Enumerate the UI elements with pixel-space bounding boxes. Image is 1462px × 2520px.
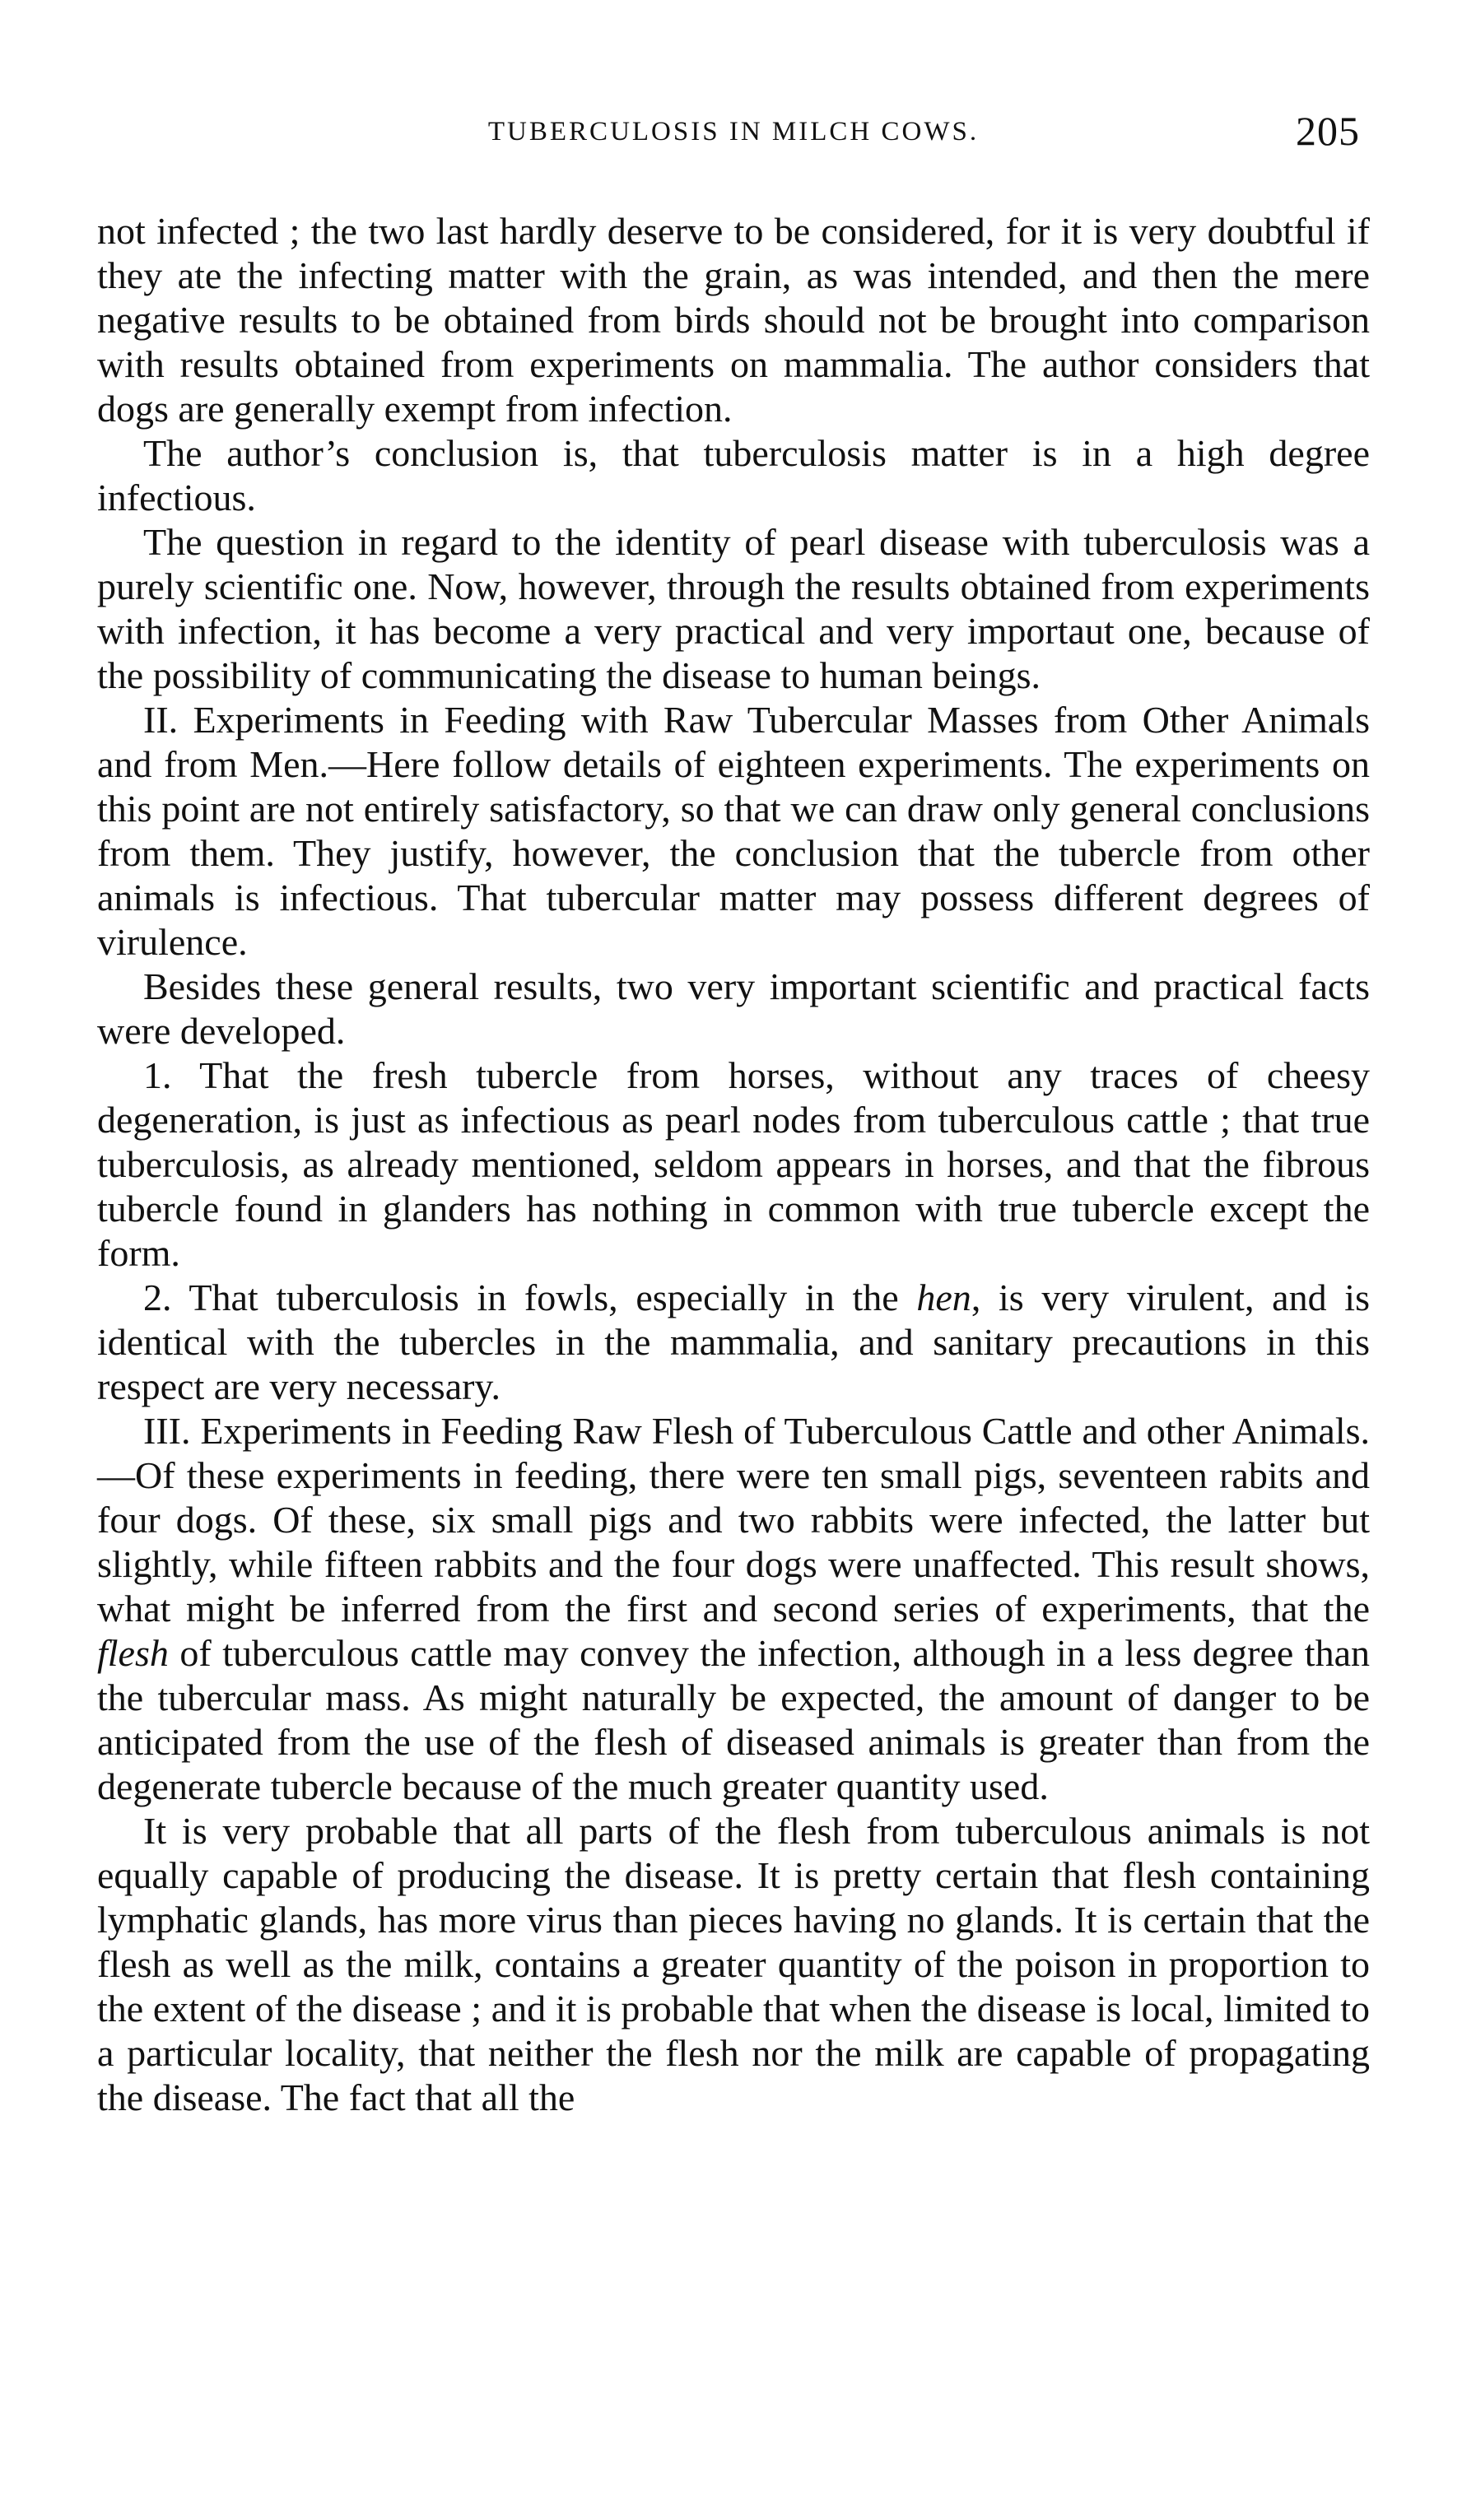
- paragraph-8: [97, 1409, 1370, 1809]
- paragraph-7-text-a: 2. That tuberculosis in fowls, especially in the: [143, 1276, 917, 1318]
- paragraph-6-text: 1. That the fresh tubercle from horses, without any traces of cheesy degeneration, is just as infectious as pearl nodes from tuberculous cattle ; that true tuberculosis, as already mentioned, seldom appears in horses, and that the fibrous tubercle found in glanders has nothing in common with true tubercle except the form.: [97, 1054, 1370, 1274]
- running-head: [97, 107, 1370, 156]
- paragraph-2: [97, 431, 1370, 520]
- paragraph-4-text: II. Experiments in Feeding with Raw Tubercular Masses from Other Animals and from Men.—Here follow details of eighteen experiments. The experiments on this point are not entirely satisfactory, so that we can draw only general conclusions from them. They justify, however, the conclusion that the tubercle from other animals is infectious. That tubercular matter may possess different degrees of virulence.: [97, 699, 1370, 963]
- paragraph-1: [97, 209, 1370, 431]
- paragraph-7: [97, 1276, 1370, 1409]
- paragraph-8-italic-flesh: flesh: [97, 1632, 169, 1674]
- paragraph-7-text-b: , is very virulent, and is identical with the tubercles in the mammalia, and sanitary precautions in this respect are very necessary.: [97, 1276, 1370, 1407]
- paragraph-3: [97, 520, 1370, 698]
- paragraph-5-text: Besides these general results, two very important scientific and practical facts were developed.: [97, 965, 1370, 1052]
- paragraph-8-text-a: III. Experiments in Feeding Raw Flesh of Tuberculous Cattle and other Animals.—Of these experiments in feeding, there were ten small pigs, seventeen rabits and four dogs. Of these, six small pigs and two rabbits were infected, the latter but slightly, while fifteen rabbits and the four dogs were unaffected. This result shows, what might be inferred from the first and second series of experiments, that the: [97, 1410, 1370, 1630]
- paragraph-7-italic-hen: hen: [916, 1276, 971, 1318]
- paragraph-6: [97, 1053, 1370, 1276]
- paragraph-1-text: not infected ; the two last hardly deserve to be considered, for it is very doubtful if they ate the infecting matter with the grain, as was intended, and then the mere negative results to be obtained from birds should not be brought into comparison with results obtained from experiments on mammalia. The author considers that dogs are generally exempt from infection.: [97, 210, 1370, 430]
- paragraph-9-text: It is very probable that all parts of the flesh from tuberculous animals is not equally capable of producing the disease. It is pretty certain that flesh containing lymphatic glands, has more virus than pieces having no glands. It is certain that the flesh as well as the milk, contains a greater quantity of the poison in proportion to the extent of the disease ; and it is probable that when the disease is local, limited to a particular locality, that neither the flesh nor the milk are capable of propagating the disease. The fact that all the: [97, 1810, 1370, 2118]
- paragraph-8-text-b: of tuberculous cattle may convey the infection, although in a less degree than the tubercular mass. As might naturally be expected, the amount of danger to be anticipated from the use of the flesh of diseased animals is greater than from the degenerate tubercle because of the much greater quantity used.: [97, 1632, 1370, 1807]
- paragraph-4: [97, 698, 1370, 965]
- book-page: [97, 107, 1370, 2120]
- page-number: 205: [1296, 108, 1360, 154]
- paragraph-3-text: The question in regard to the identity of pearl disease with tuberculosis was a purely scientific one. Now, however, through the results obtained from experiments with infection, it has become a very practical and very importaut one, because of the possibility of communicating the disease to human beings.: [97, 521, 1370, 696]
- paragraph-5: [97, 965, 1370, 1053]
- paragraph-2-text: The author’s conclusion is, that tuberculosis matter is in a high degree infectious.: [97, 432, 1370, 518]
- running-title: TUBERCULOSIS IN MILCH COWS.: [487, 117, 980, 146]
- body-text: [97, 209, 1370, 2120]
- paragraph-9: [97, 1809, 1370, 2120]
